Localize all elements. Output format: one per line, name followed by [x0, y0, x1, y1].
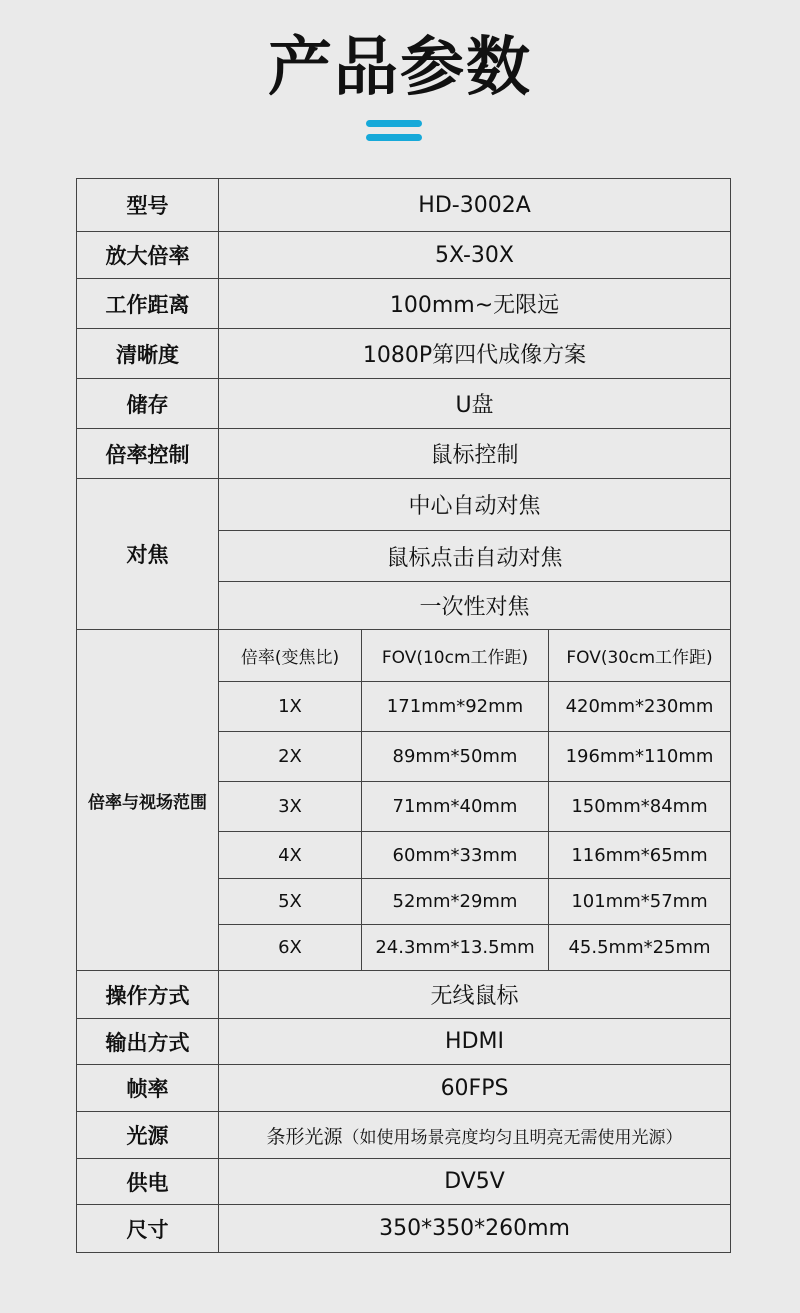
fov-cell: 2X — [219, 732, 362, 782]
table-row — [77, 630, 731, 682]
title-underline-top — [366, 120, 422, 127]
table-row — [77, 329, 731, 379]
focus-mode-click: 鼠标点击自动对焦 — [219, 531, 731, 582]
fov-cell: 101mm*57mm — [549, 879, 731, 925]
row-label-operation: 操作方式 — [77, 971, 219, 1019]
row-label-size: 尺寸 — [77, 1205, 219, 1253]
fov-cell: 150mm*84mm — [549, 782, 731, 832]
row-label-output: 输出方式 — [77, 1019, 219, 1065]
row-value-light — [219, 1112, 731, 1159]
table-row — [77, 232, 731, 279]
light-source-value: 条形光源 — [266, 1125, 343, 1148]
row-label-resolution: 清晰度 — [77, 329, 219, 379]
fov-cell: 3X — [219, 782, 362, 832]
row-value-magnification: 5X-30X — [219, 232, 731, 279]
table-row — [77, 1159, 731, 1205]
table-row — [77, 971, 731, 1019]
row-label-focus: 对焦 — [77, 479, 219, 630]
fov-cell: 116mm*65mm — [549, 832, 731, 879]
fov-cell: 420mm*230mm — [549, 682, 731, 732]
table-row — [77, 179, 731, 232]
row-value-operation: 无线鼠标 — [219, 971, 731, 1019]
row-value-storage: U盘 — [219, 379, 731, 429]
row-label-magnification: 放大倍率 — [77, 232, 219, 279]
fov-cell: 24.3mm*13.5mm — [362, 925, 549, 971]
row-label-light: 光源 — [77, 1112, 219, 1159]
fov-cell: 4X — [219, 832, 362, 879]
table-row — [77, 1112, 731, 1159]
table-row — [77, 1019, 731, 1065]
fov-cell: 52mm*29mm — [362, 879, 549, 925]
focus-mode-once: 一次性对焦 — [219, 582, 731, 630]
row-value-working-distance: 100mm~无限远 — [219, 279, 731, 329]
row-label-power: 供电 — [77, 1159, 219, 1205]
fov-cell: 71mm*40mm — [362, 782, 549, 832]
row-value-power: DV5V — [219, 1159, 731, 1205]
fov-header-10cm: FOV(10cm工作距) — [362, 630, 549, 682]
row-value-frame-rate: 60FPS — [219, 1065, 731, 1112]
fov-header-zoom: 倍率(变焦比) — [219, 630, 362, 682]
fov-cell: 45.5mm*25mm — [549, 925, 731, 971]
row-value-resolution: 1080P第四代成像方案 — [219, 329, 731, 379]
row-value-zoom-control: 鼠标控制 — [219, 429, 731, 479]
fov-cell: 89mm*50mm — [362, 732, 549, 782]
row-label-storage: 储存 — [77, 379, 219, 429]
focus-mode-center: 中心自动对焦 — [219, 479, 731, 531]
table-row — [77, 479, 731, 531]
light-source-note: （如使用场景亮度均匀且明亮无需使用光源） — [342, 1127, 683, 1148]
fov-cell: 1X — [219, 682, 362, 732]
fov-cell: 5X — [219, 879, 362, 925]
table-row — [77, 1065, 731, 1112]
title-underline-bottom — [366, 134, 422, 141]
row-label-model: 型号 — [77, 179, 219, 232]
table-row — [77, 1205, 731, 1253]
row-label-zoom-control: 倍率控制 — [77, 429, 219, 479]
fov-cell: 171mm*92mm — [362, 682, 549, 732]
table-row — [77, 379, 731, 429]
row-label-fov: 倍率与视场范围 — [77, 630, 219, 971]
row-value-output: HDMI — [219, 1019, 731, 1065]
row-label-working-distance: 工作距离 — [77, 279, 219, 329]
page-title: 产品参数 — [268, 31, 532, 105]
fov-cell: 6X — [219, 925, 362, 971]
row-value-model: HD-3002A — [219, 179, 731, 232]
fov-header-30cm: FOV(30cm工作距) — [549, 630, 731, 682]
row-value-size: 350*350*260mm — [219, 1205, 731, 1253]
table-row — [77, 429, 731, 479]
fov-cell: 196mm*110mm — [549, 732, 731, 782]
spec-table — [76, 178, 731, 1253]
row-label-frame-rate: 帧率 — [77, 1065, 219, 1112]
table-row — [77, 279, 731, 329]
fov-cell: 60mm*33mm — [362, 832, 549, 879]
